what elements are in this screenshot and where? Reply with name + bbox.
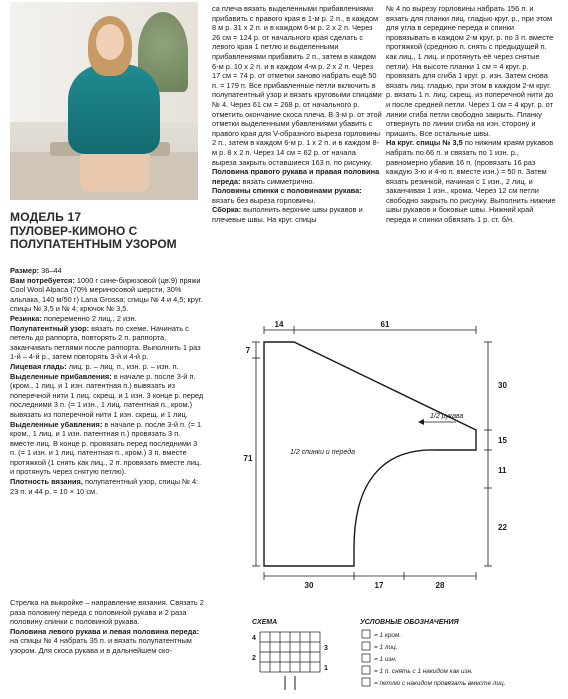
right-half-text: вязать симметрично. [240,176,315,186]
need-text: 1000 г сине-бирюзовой (цв.9) пряжи Cool Wool Alpaca (70% мериносовой шерсти, 30% альпака, 140 м/50 г) Lana Grossa; спицы № 4 и 4,5; круг. спицы № 3,5 и № 4; крючок № 3,5. [10,275,203,314]
direction-arrow [418,419,424,425]
instructions-column-1b [10,598,205,656]
decrease-text: в начале р. после 3-й п. (= 1 кром., 1 лиц. и 1 изн. патентная п.) провязать 3 п. вместе лиц. В конце р. провязать перед последними 3 п. (= 1 изн. и 1 лиц. патентная п., кром.) 3 п. вместе протяжкой (1 снять как лиц., 2 п. провязать вместе лиц. и протянуть через снятую петлю). [10,419,202,477]
col3-para-1: № 4 по вырезу горловины набрать 156 п. и вязать для планки лиц. гладью круг. р., при этом для угла в середине переда и спинки провязывать в каждом 2-м круг. р. по 3 п. вместе протяжкой (среднюю п. снять с предыдущей п. как лиц., 1 лиц. и протянуть её через снятые петли). На высоте планки 1 см = 4 круг. р. провязать для сгиба 1 круг. р. изн. Затем снова вязать лиц. гладью, при этом в каждом 2-м круг. р. вязать 1 п. лиц. скрещ. из поперечной нити до и после средней петли. Через 1 см = 4 круг. р. от линии сгиба петли свободно закрыть. Планку отвернуть по линии сгиба на изн. сторону и пришить. Все остальные швы. [386,4,554,138]
increase-label: Выделенные прибавления: [10,371,112,381]
col2-para-1: са плеча вязать выделенными прибавлениями прибавить с правого края в 1-м р. 2 п., в каждом 8 м р. 31 х 2 п. и в каждом 6-м р. 2 х 2 п. Через 26 см = 124 р. от начального края сделать с левого края 1 петлю и выделенными прибавлениями прибавить 2 п., затем в каждом 6-м р. 10 х 2 п. и в каждом 4-м р. 2 х 2 п. Через 17 см = 74 р. от отметки заново набрать ещё 50 п. = 179 п. Все прибавленные петли включить в полупатентный узор и вязать круговыми спицами № 4. Через 61 см = 268 р. от начального р. отметить окончание скоса плеча. В 3-м р. от этой отметки выделенными убавлениями убавить с правого края для V-образного выреза горловины 2 п., затем в каждом 6-м р. 1 х 2 п. и в каждом 8-м р. 8 х 2 п. Через 14 см = 62 р. от начала выреза закрыть оставшиеся 163 п. по рисунку. [212,4,382,167]
gauge-text: полупатентный узор, спицы № 4: 23 п. и 44 р. = 10 × 10 см. [10,477,199,496]
left-half-label: Половина левого рукава и левая половина переда: [10,626,199,636]
dim-15: 15 [498,436,507,445]
sleeve-label: 1/2 рукава [430,413,464,420]
back-half-text: вязать без выреза горловины. [212,195,316,205]
half-label: Полупатентный узор: [10,323,90,333]
purl-symbol [362,654,370,662]
knit-symbol [362,642,370,650]
legend-title: УСЛОВНЫЕ ОБОЗНАЧЕНИЯ [360,619,459,626]
arrow-note: Стрелка на выкройке – направление вязания. Связать 2 раза половину переда с половиной рукава и 2 раза половину спинки с половиной рукава. [10,598,204,627]
model-number: МОДЕЛЬ 17 [10,210,82,224]
legend-item-1: = 1 кром. [374,632,402,639]
gauge-label: Плотность вязания, [10,477,83,487]
dim-71: 71 [243,454,253,463]
schema-row-2: 2 [252,655,256,662]
schema-title: СХЕМА [252,619,278,626]
pattern-schematic [218,318,536,618]
increase-text: в начале р. после 3-й п. (кром., 1 лиц. и 1 изн. патентная п.) вывязать из поперечной нити 1 лиц. скрещ. и 1 изн. 3 конце р. перед последними 3 п. (= 1 изн., 1 лиц. патентная п., кром.) вывязать из поперечной нити 1 изн. скрещ. и 1 лиц. [10,371,204,419]
photo-face [96,24,124,60]
stockinette-label: Лицевая гладь: [10,361,67,371]
half-text: вязать по схеме. Начинать с петель до раппорта, повторять 2 п. раппорта, заканчивать петлями после раппорта. Выполнить 1 раз 1-й – 4-й р., затем повторять 3-й и 4-й р. [10,323,201,362]
rib-text: попеременно 2 лиц., 2 изн. [41,313,137,323]
rib-label: Резинка: [10,313,42,323]
schema-row-3: 3 [324,645,328,652]
schema-row-1: 1 [324,665,328,672]
model-photo [10,2,198,200]
left-half-text: на спицы № 4 набрать 35 п. и вязать полупатентным узором. Для скоса рукава и в дальнейшем ско- [10,636,192,655]
dim-61: 61 [380,320,390,329]
photo-legs [80,148,150,192]
cuff-text: по нижним краям рукавов набрать по 66 п. и связать по 1 изн. р., равномерно убавив 16 п. (провязать 16 раз каждую 3-ю и 4-ю п. вместе изн.) = 50 п. Затем вязать резинкой, начиная с 1 изн., 2 лиц. и заканчивая 1 изн., крома. Через 12 см петли свободно закрыть по рисунку. Выполнить нижние швы рукавов и боковые швы. Нижний край переда и спинки обвязать 1 р. ст. б/н. [386,138,556,225]
cuff-label: На круг. спицы № 3,5 [386,138,463,148]
decrease-label: Выделенные убавления: [10,419,103,429]
schema-grid [260,632,320,672]
knit-together-symbol [362,678,370,686]
dim-14: 14 [274,320,284,329]
assembly-text: выполнить верхние швы рукавов и плечевые швы. На круг. спицы [212,205,363,225]
legend-item-2: = 1 лиц. [374,644,398,651]
dim-17: 17 [374,581,384,590]
instructions-column-3 [386,4,558,225]
legend-item-4: = 1 п. снять с 1 накидом как изн. [374,668,473,675]
slip-symbol [362,666,370,674]
legend-item-3: = 1 изн. [374,656,397,663]
dim-30-right: 30 [498,381,507,390]
product-title: ПУЛОВЕР-КИМОНО С ПОЛУПАТЕНТНЫМ УЗОРОМ [10,224,177,251]
dim-11: 11 [498,466,507,475]
right-half-label: Половина правого рукава и правая половина переда: [212,167,380,186]
size-value: 36–44 [39,266,62,275]
body-label: 1/2 спинки и переда [290,449,355,456]
need-label: Вам потребуется: [10,275,75,285]
dim-22: 22 [498,523,507,532]
instructions-column-2 [212,4,382,225]
dim-30-bottom: 30 [304,581,314,590]
photo-sweater [68,64,160,154]
legend-item-5: = петлю с накидом провязать вместе лиц. [374,680,506,687]
legend-area [234,612,554,698]
title-block [10,210,200,251]
size-label: Размер: [10,266,40,275]
repeat-arrows [285,676,295,690]
dim-7: 7 [245,346,251,355]
materials-column [10,266,205,496]
assembly-label: Сборка: [212,205,242,215]
dim-28: 28 [435,581,445,590]
back-half-label: Половины спинки с половинами рукава: [212,186,362,196]
schema-row-4: 4 [252,635,256,642]
stockinette-text: лиц. р. – лиц. п., изн. р. – изн. п. [66,361,179,371]
edge-stitch-symbol [362,630,370,638]
